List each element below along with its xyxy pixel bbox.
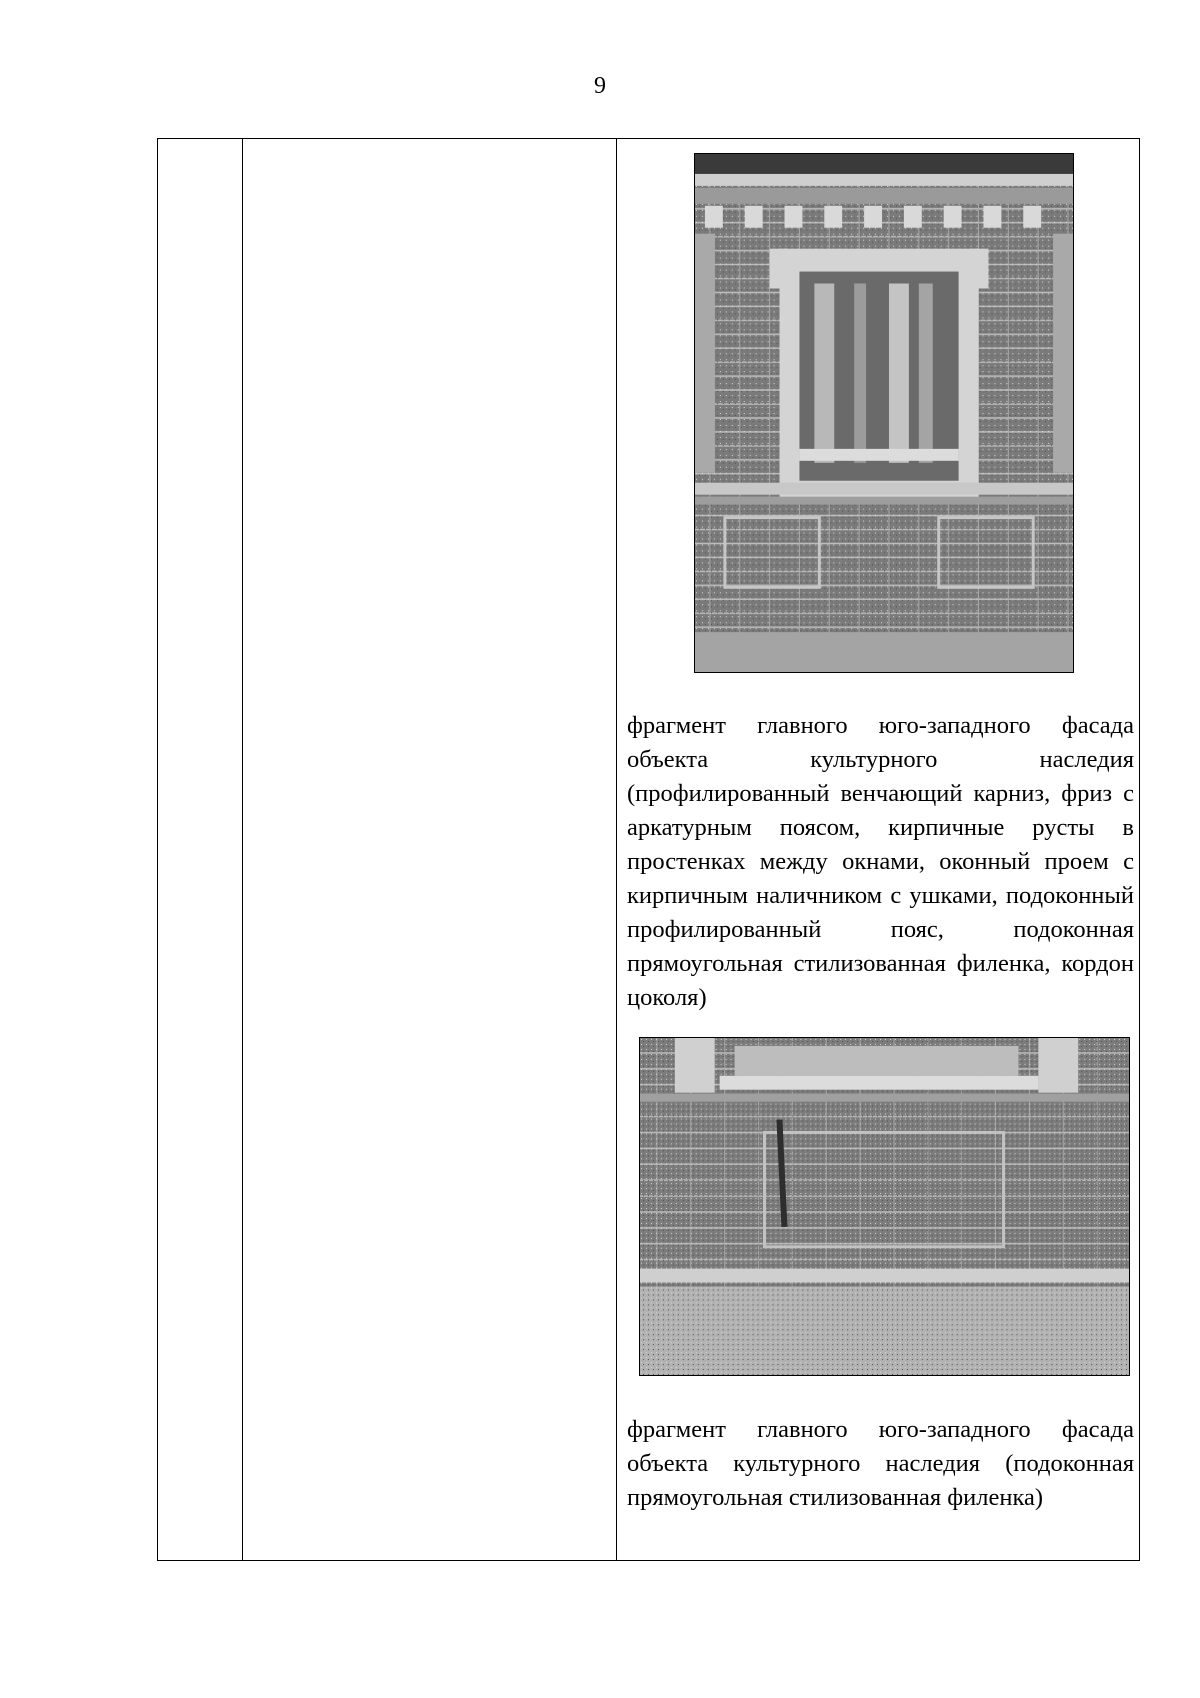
facade-panel-photo [639,1037,1130,1376]
column-divider-1 [242,139,243,1560]
photo-caption-2: фрагмент главного юго-западного фасада объекта культурного наследия (подоконная прямоугольная стилизованная филенка) [627,1416,1134,1511]
page-number: 9 [594,73,606,99]
facade-window-photo [694,153,1074,673]
column-divider-2 [616,139,617,1560]
photo-caption-1: фрагмент главного юго-западного фасада объекта культурного наследия (профилированный венчающий карниз, фриз с аркатурным поясом, кирпичные русты в простенках между окнами, оконный проем с кирпичным наличником с ушками, подоконный профилированный пояс, подоконная прямоугольная стилизованная филенка, кордон цоколя) [627,712,1134,1011]
